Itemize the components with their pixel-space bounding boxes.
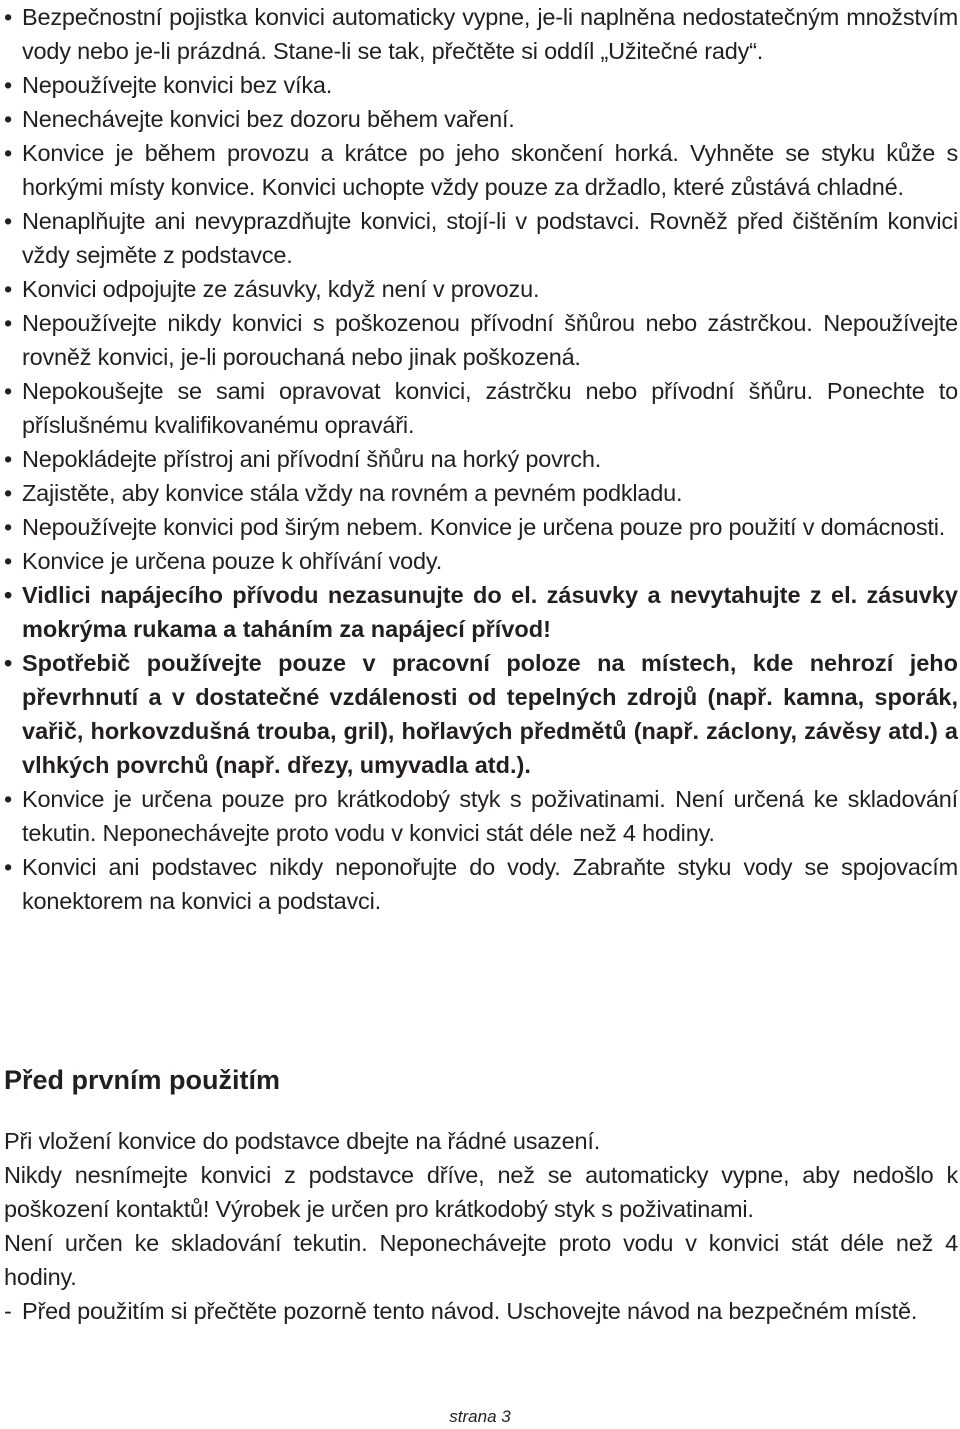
list-item: • Nepokládejte přístroj ani přívodní šňůru na horký povrch. — [4, 442, 958, 476]
list-item: • Konvici ani podstavec nikdy neponořujte do vody. Zabraňte styku vody se spojovacím konektorem na konvici a podstavci. — [4, 850, 958, 918]
list-item: • Nenaplňujte ani nevyprazdňujte konvici, stojí-li v podstavci. Rovněž před čištěním konvici vždy sejměte z podstavce. — [4, 204, 958, 272]
dash-item-text: Před použitím si přečtěte pozorně tento návod. Uschovejte návod na bezpečném místě. — [22, 1298, 918, 1324]
list-item: • Konvice je určena pouze k ohřívání vody. — [4, 544, 958, 578]
list-item: • Konvice je určena pouze pro krátkodobý styk s poživatinami. Není určená ke skladování tekutin. Neponechávejte proto vodu v konvici stát déle než 4 hodiny. — [4, 782, 958, 850]
paragraph: Při vložení konvice do podstavce dbejte na řádné usazení. — [4, 1128, 601, 1154]
list-item: • Konvice je během provozu a krátce po jeho skončení horká. Vyhněte se styku kůže s horkými místy konvice. Konvici uchopte vždy pouze za držadlo, které zůstává chladné. — [4, 136, 958, 204]
list-item: • Bezpečnostní pojistka konvici automaticky vypne, je-li naplněna nedostatečným množstvím vody nebo je-li prázdná. Stane-li se tak, přečtěte si oddíl „Užitečné rady“. — [4, 0, 958, 68]
list-item: • Zajistěte, aby konvice stála vždy na rovném a pevném podkladu. — [4, 476, 958, 510]
list-item: • Nepokoušejte se sami opravovat konvici, zástrčku nebo přívodní šňůru. Ponechte to příslušnému kvalifikovanému opraváři. — [4, 374, 958, 442]
paragraph: Není určen ke skladování tekutin. Neponechávejte proto vodu v konvici stát déle než 4 hodiny. — [4, 1230, 958, 1290]
paragraph: Nikdy nesnímejte konvici z podstavce dříve, než se automaticky vypne, aby nedošlo k poškození kontaktů! Výrobek je určen pro krátkodobý styk s poživatinami. — [4, 1162, 958, 1222]
list-item: • Nepoužívejte nikdy konvici s poškozenou přívodní šňůrou nebo zástrčkou. Nepoužívejte rovněž konvici, je-li porouchaná nebo jinak poškozená. — [4, 306, 958, 374]
safety-instructions-list — [4, 0, 958, 918]
section-body — [4, 1124, 958, 1328]
list-item: • Nepoužívejte konvici bez víka. — [4, 68, 958, 102]
list-item-warning: • Vidlici napájecího přívodu nezasunujte do el. zásuvky a nevytahujte z el. zásuvky mokrýma rukama a taháním za napájecí přívod! — [4, 578, 958, 646]
list-item: • Konvici odpojujte ze zásuvky, když není v provozu. — [4, 272, 958, 306]
dash-list-item — [4, 1294, 958, 1328]
list-item: • Nenechávejte konvici bez dozoru během vaření. — [4, 102, 958, 136]
page-number: strana 3 — [449, 1407, 511, 1426]
dash-marker: - — [4, 1298, 12, 1324]
list-item: • Nepoužívejte konvici pod širým nebem. Konvice je určena pouze pro použití v domácnosti. — [4, 510, 958, 544]
list-item-warning: • Spotřebič používejte pouze v pracovní poloze na místech, kde nehrozí jeho převrhnutí a v dostatečné vzdálenosti od tepelných zdrojů (např. kamna, sporák, vařič, horkovzdušná trouba, gril), hořlavých předmětů (např. záclony, závěsy atd.) a vlhkých povrchů (např. dřezy, umyvadla atd.). — [4, 646, 958, 782]
section-heading: Před prvním použitím — [4, 1065, 281, 1095]
